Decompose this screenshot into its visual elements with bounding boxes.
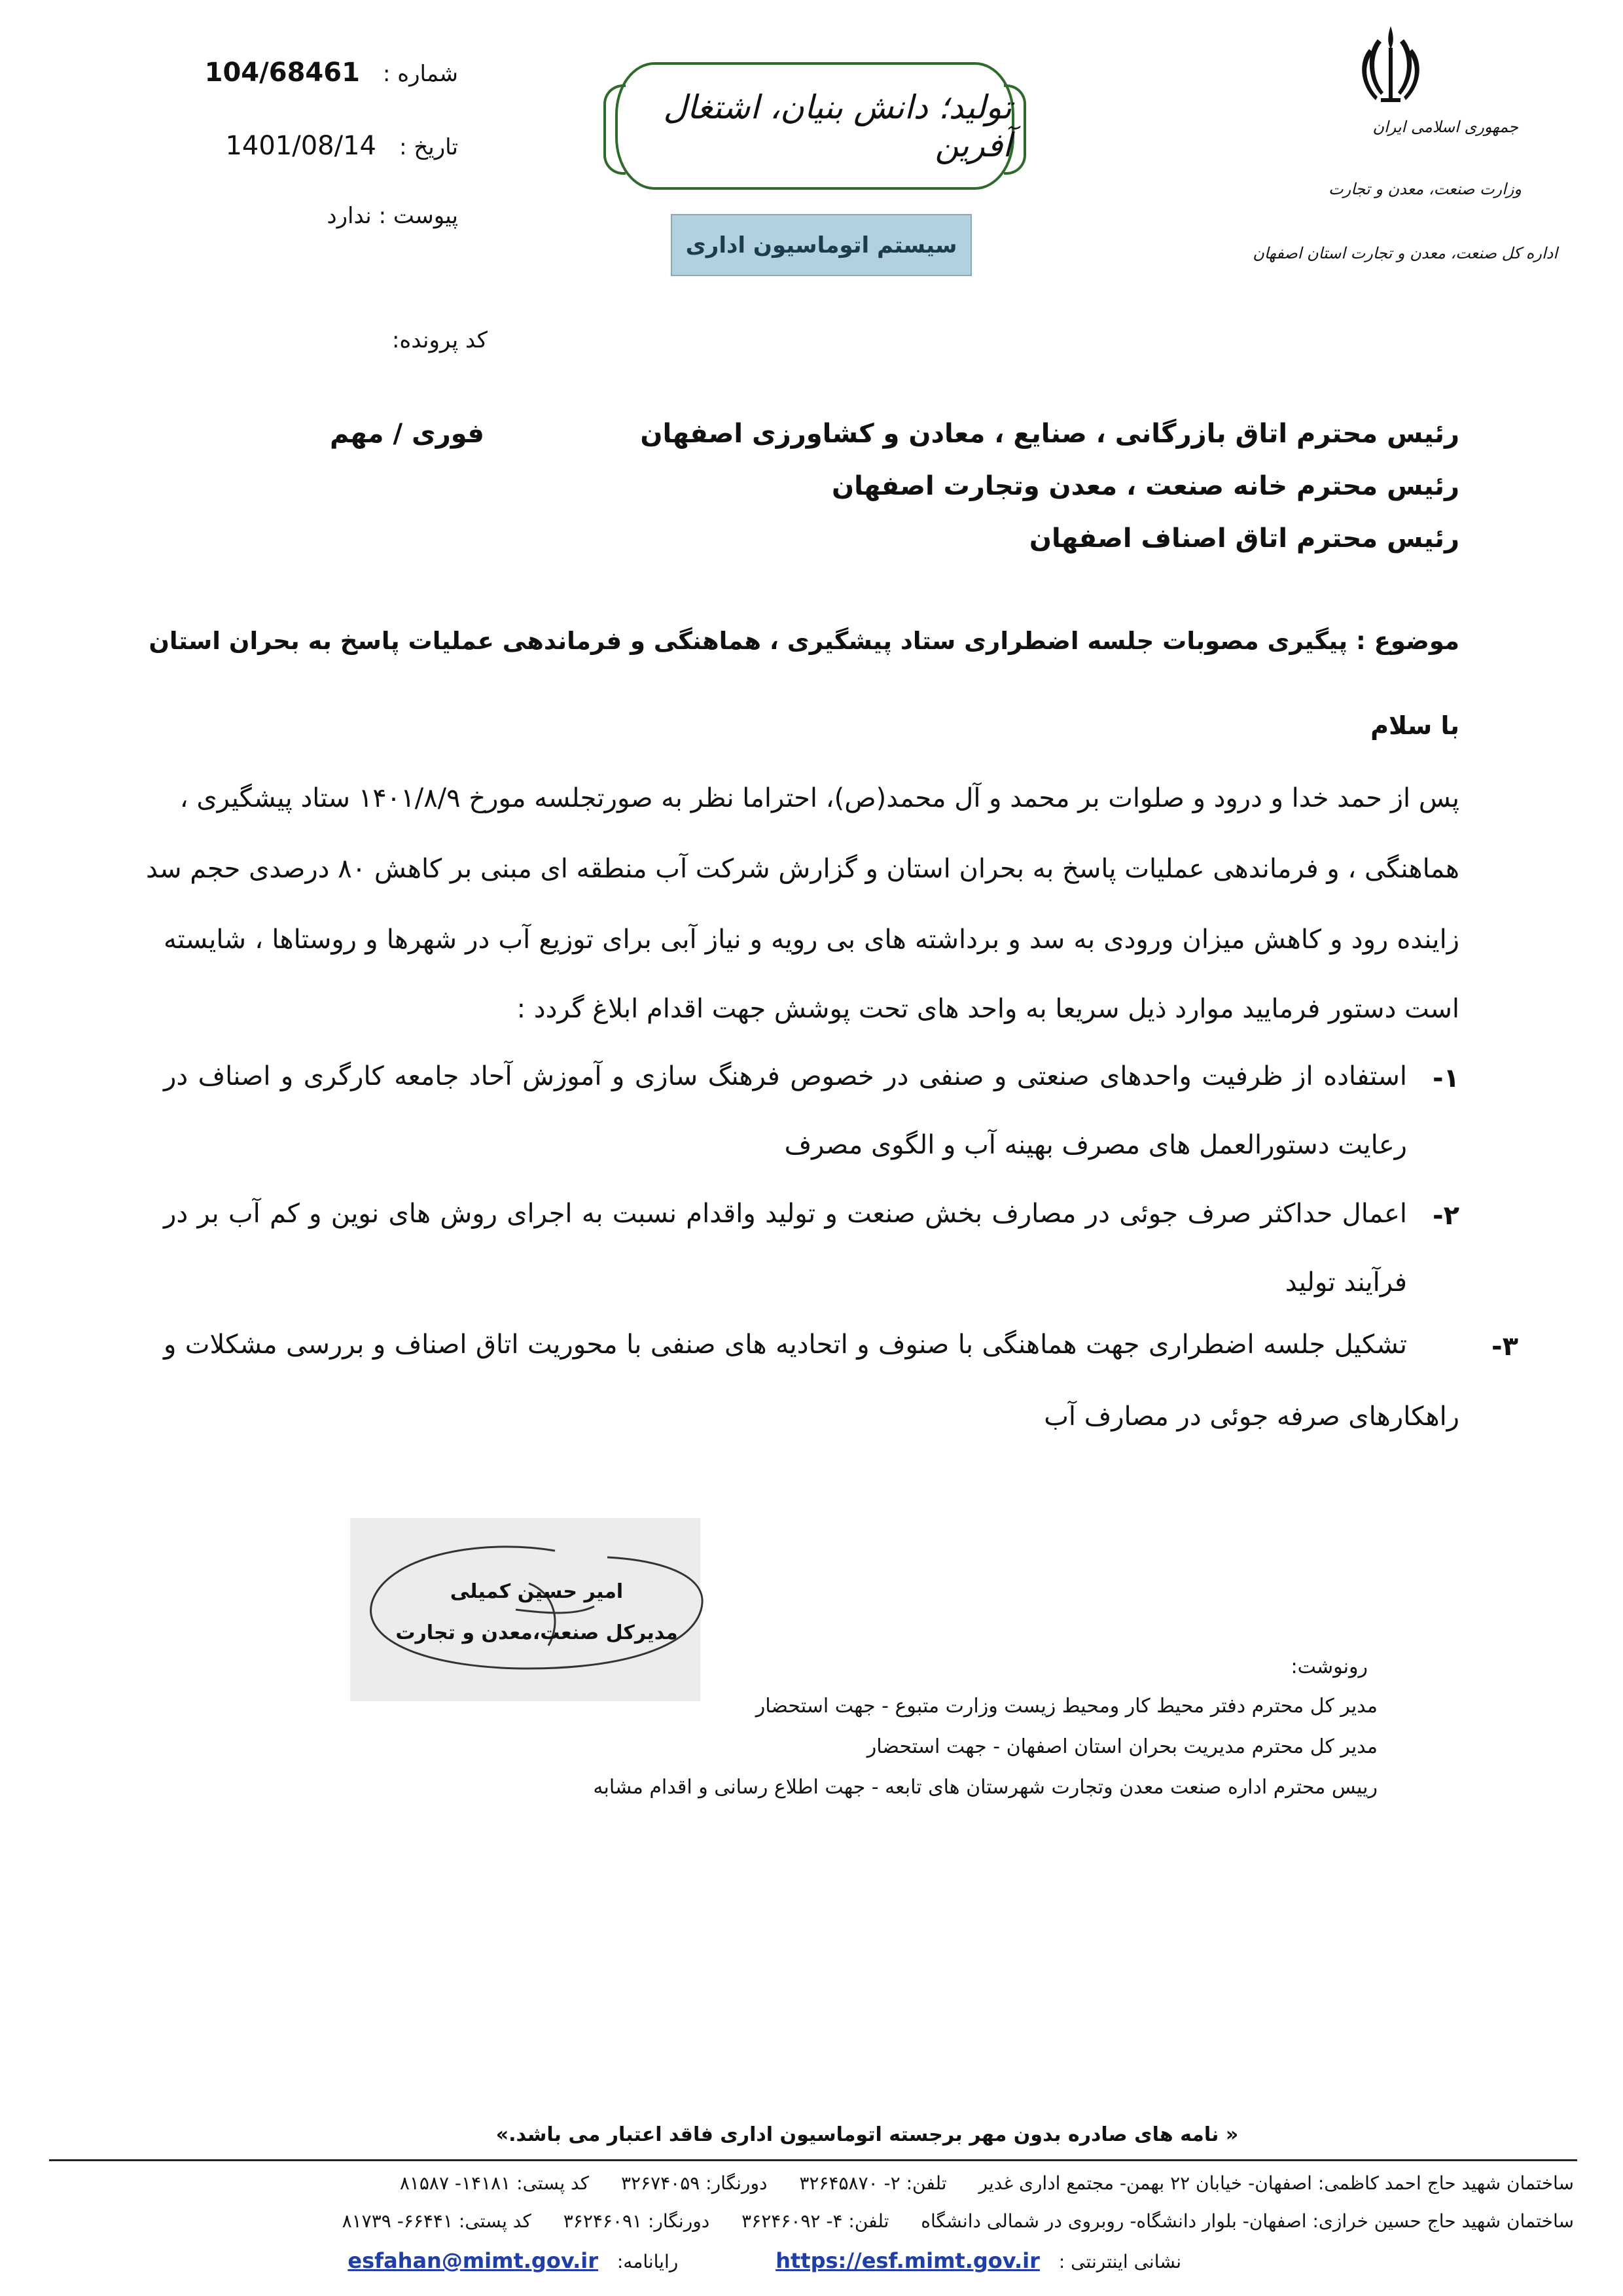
item-2-line-1: اعمال حداکثر صرف جوئی در مصارف بخش صنعت و تولید واقدام نسبت به اجرای روش های نوین و کم آب بر در — [164, 1199, 1407, 1229]
address-1: ساختمان شهید حاج احمد کاظمی: اصفهان- خیابان ۲۲ بهمن- مجتمع اداری غدیر — [978, 2172, 1574, 2194]
item-3-line-2: راهکارهای صرفه جوئی در مصارف آب — [1044, 1402, 1459, 1432]
subject-line: موضوع : پیگیری مصوبات جلسه اضطراری ستاد پیشگیری ، هماهنگی و فرماندهی عملیات پاسخ به بحران استان — [149, 627, 1459, 655]
file-code-label: کد پرونده: — [391, 327, 488, 353]
cc-label: رونوشت: — [1291, 1655, 1368, 1678]
item-3-line-1: تشکیل جلسه اضطراری جهت هماهنگی با صنوف و اتحادیه های صنفی با محوریت اتاق اصناف و بررسی مشکلات و — [164, 1330, 1407, 1360]
footer-row-1 — [400, 2172, 1574, 2194]
phone-2: تلفن: ۴- ۳۶۲۴۶۰۹۲ — [741, 2210, 889, 2232]
body-line-2: هماهنگی ، و فرماندهی عملیات پاسخ به بحران استان و گزارش شرکت آب منطقه ای مبنی بر کاهش ۸۰ درصدی حجم سد — [145, 854, 1459, 884]
letter-number — [205, 58, 458, 88]
email-link[interactable]: esfahan@mimt.gov.ir — [348, 2248, 598, 2273]
attachment-label: پیوست : ندارد — [327, 203, 458, 229]
cc-line-1: مدیر کل محترم دفتر محیط کار ومحیط زیست وزارت متبوع - جهت استحضار — [755, 1695, 1378, 1718]
email-label: رایانامه: — [616, 2251, 679, 2272]
cc-line-2: مدیر کل محترم مدیریت بحران استان اصفهان - جهت استحضار — [866, 1735, 1378, 1758]
item-1-line-2: رعایت دستورالعمل های مصرف بهینه آب و الگوی مصرف — [784, 1130, 1407, 1160]
org-line-country: جمهوری اسلامی ایران — [1372, 118, 1518, 136]
handwritten-signature — [359, 1531, 712, 1682]
recipient-1: رئیس محترم اتاق بازرگانی ، صنایع ، معادن و کشاورزی اصفهان — [640, 419, 1459, 449]
number-value: 104/68461 — [204, 58, 360, 88]
body-line-3: زاینده رود و کاهش میزان ورودی به سد و برداشته های بی رویه و نیاز آبی برای توزیع آب در شهرها و روستاها ، شایسته — [164, 925, 1459, 955]
number-label: شماره : — [383, 61, 458, 87]
body-line-4: است دستور فرمایید موارد ذیل سریعا به واحد های تحت پوشش جهت اقدام ابلاغ گردد : — [516, 994, 1459, 1024]
footer-divider — [49, 2159, 1577, 2161]
item-2-number: ۲- — [1432, 1201, 1459, 1231]
website-label: نشانی اینترنتی : — [1058, 2251, 1181, 2272]
iran-emblem-icon — [1355, 23, 1427, 108]
postal-2: کد پستی: ۶۶۴۴۱- ۸۱۷۳۹ — [342, 2210, 531, 2232]
postal-1: کد پستی: ۱۴۱۸۱- ۸۱۵۸۷ — [399, 2172, 590, 2194]
item-1-line-1: استفاده از ظرفیت واحدهای صنعتی و صنفی در خصوص فرهنگ سازی و آموزش آحاد جامعه کارگری و اصناف در — [164, 1061, 1407, 1091]
item-3-number: ۳- — [1491, 1332, 1518, 1362]
footer-note: « نامه های صادره بدون مهر برجسته اتوماسیون اداری فاقد اعتبار می باشد.» — [495, 2123, 1239, 2146]
org-line-department: اداره کل صنعت، معدن و تجارت استان اصفهان — [1253, 244, 1558, 262]
signatory-title: مدیرکل صنعت،معدن و تجارت — [395, 1621, 678, 1644]
phone-1: تلفن: ۲- ۳۲۶۴۵۸۷۰ — [799, 2172, 947, 2194]
system-label: سیستم اتوماسیون اداری — [685, 232, 957, 258]
date-value: 1401/08/14 — [225, 131, 376, 161]
body-line-1: پس از حمد خدا و درود و صلوات بر محمد و آل محمد(ص)، احتراما نظر به صورتجلسه مورخ ۱۴۰۱/۸/۹ ستاد پیشگیری ، — [179, 783, 1459, 813]
item-1-number: ۱- — [1432, 1063, 1459, 1093]
recipient-2: رئیس محترم خانه صنعت ، معدن وتجارت اصفهان — [831, 471, 1459, 501]
system-label-box — [671, 214, 972, 276]
footer-row-3 — [348, 2248, 1181, 2273]
org-line-ministry: وزارت صنعت، معدن و تجارت — [1329, 180, 1522, 198]
recipient-3: رئیس محترم اتاق اصناف اصفهان — [1029, 523, 1459, 554]
footer-row-2 — [342, 2210, 1574, 2232]
date-label: تاریخ : — [399, 134, 458, 160]
priority-label: فوری / مهم — [330, 419, 484, 449]
greeting: با سلام — [1370, 711, 1459, 740]
address-2: ساختمان شهید حاج حسین خرازی: اصفهان- بلوار دانشگاه- روبروی در شمالی دانشگاه — [921, 2210, 1574, 2232]
slogan-frame — [615, 62, 1014, 190]
fax-1: دورنگار: ۳۲۶۷۴۰۵۹ — [620, 2172, 768, 2194]
fax-2: دورنگار: ۳۶۲۴۶۰۹۱ — [563, 2210, 710, 2232]
website-link[interactable]: https://esf.mimt.gov.ir — [776, 2248, 1040, 2273]
item-2-line-2: فرآیند تولید — [1285, 1267, 1407, 1298]
cc-line-3: رییس محترم اداره صنعت معدن وتجارت شهرستان های تابعه - جهت اطلاع رسانی و اقدام مشابه — [593, 1776, 1378, 1799]
slogan-text: تولید؛ دانش بنیان، اشتغال آفرین — [663, 88, 1012, 164]
signatory-name: امیر حسین کمیلی — [450, 1580, 624, 1603]
letter-date — [225, 131, 458, 161]
